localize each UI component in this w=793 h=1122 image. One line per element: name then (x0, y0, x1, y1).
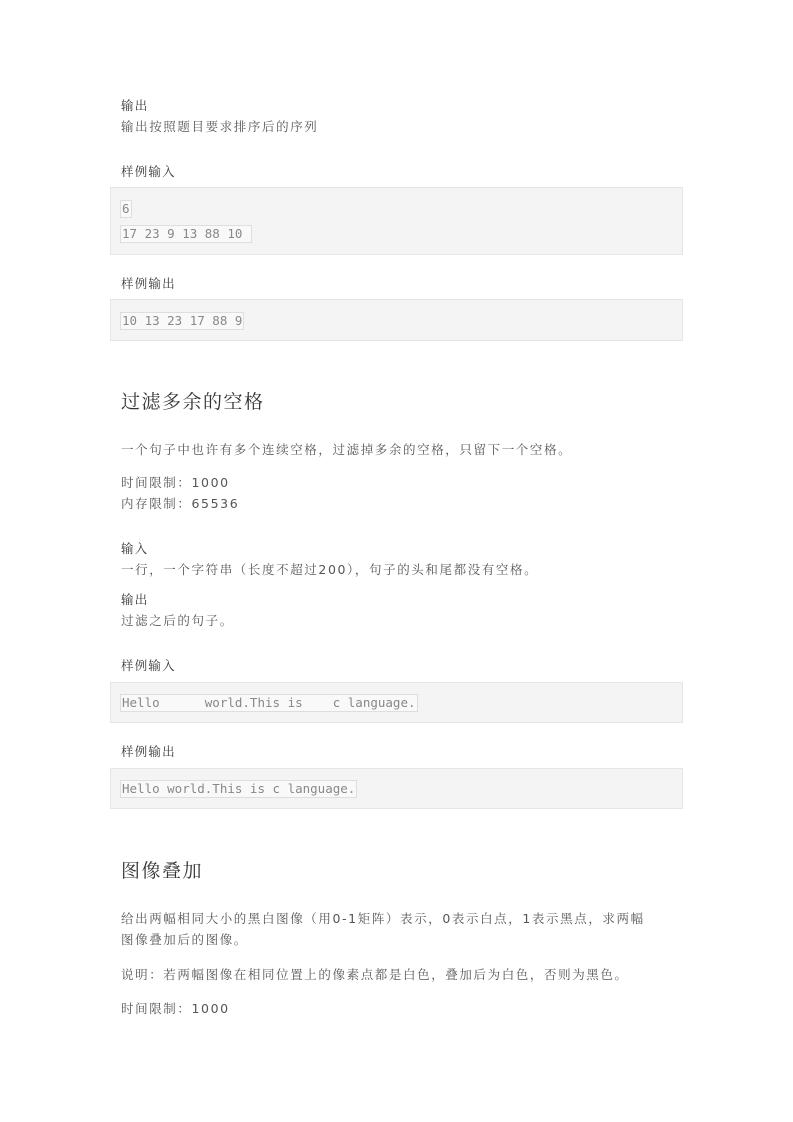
sample-input-line-2: 17 23 9 13 88 10 (122, 226, 250, 241)
sample-output-box (110, 768, 683, 809)
section-title-image-overlay: 图像叠加 (121, 860, 204, 882)
input-label: 输入 (121, 541, 149, 556)
output-description: 过滤之后的句子。 (121, 613, 234, 628)
sample-output-line-1: 10 13 23 17 88 9 (122, 313, 243, 328)
time-limit: 时间限制：1000 (121, 475, 230, 490)
sample-input-line-1: Hello world.This is c language. (122, 695, 416, 710)
problem-description-line-1: 给出两幅相同大小的黑白图像（用0-1矩阵）表示，0表示白点，1表示黑点，求两幅 (121, 911, 645, 926)
sample-input-label: 样例输入 (121, 658, 176, 673)
sample-input-box (110, 187, 683, 255)
output-description: 输出按照题目要求排序后的序列 (121, 119, 319, 134)
sample-input-line-1: 6 (122, 201, 130, 216)
input-description: 一行，一个字符串（长度不超过200），句子的头和尾都没有空格。 (121, 562, 539, 577)
sample-input-label: 样例输入 (121, 164, 176, 179)
output-label: 输出 (121, 98, 149, 113)
problem-description-line-2: 图像叠加后的图像。 (121, 932, 248, 947)
problem-description: 一个句子中也许有多个连续空格，过滤掉多余的空格，只留下一个空格。 (121, 442, 573, 457)
sample-input-box (110, 682, 683, 723)
time-limit: 时间限制：1000 (121, 1001, 230, 1016)
sample-output-label: 样例输出 (121, 744, 176, 759)
memory-limit: 内存限制：65536 (121, 496, 240, 511)
sample-output-label: 样例输出 (121, 276, 176, 291)
section-title-filter-spaces: 过滤多余的空格 (121, 391, 265, 413)
problem-note: 说明：若两幅图像在相同位置上的像素点都是白色，叠加后为白色，否则为黑色。 (121, 967, 629, 982)
output-label: 输出 (121, 592, 149, 607)
sample-output-box (110, 299, 683, 341)
sample-output-line-1: Hello world.This is c language. (122, 781, 356, 796)
